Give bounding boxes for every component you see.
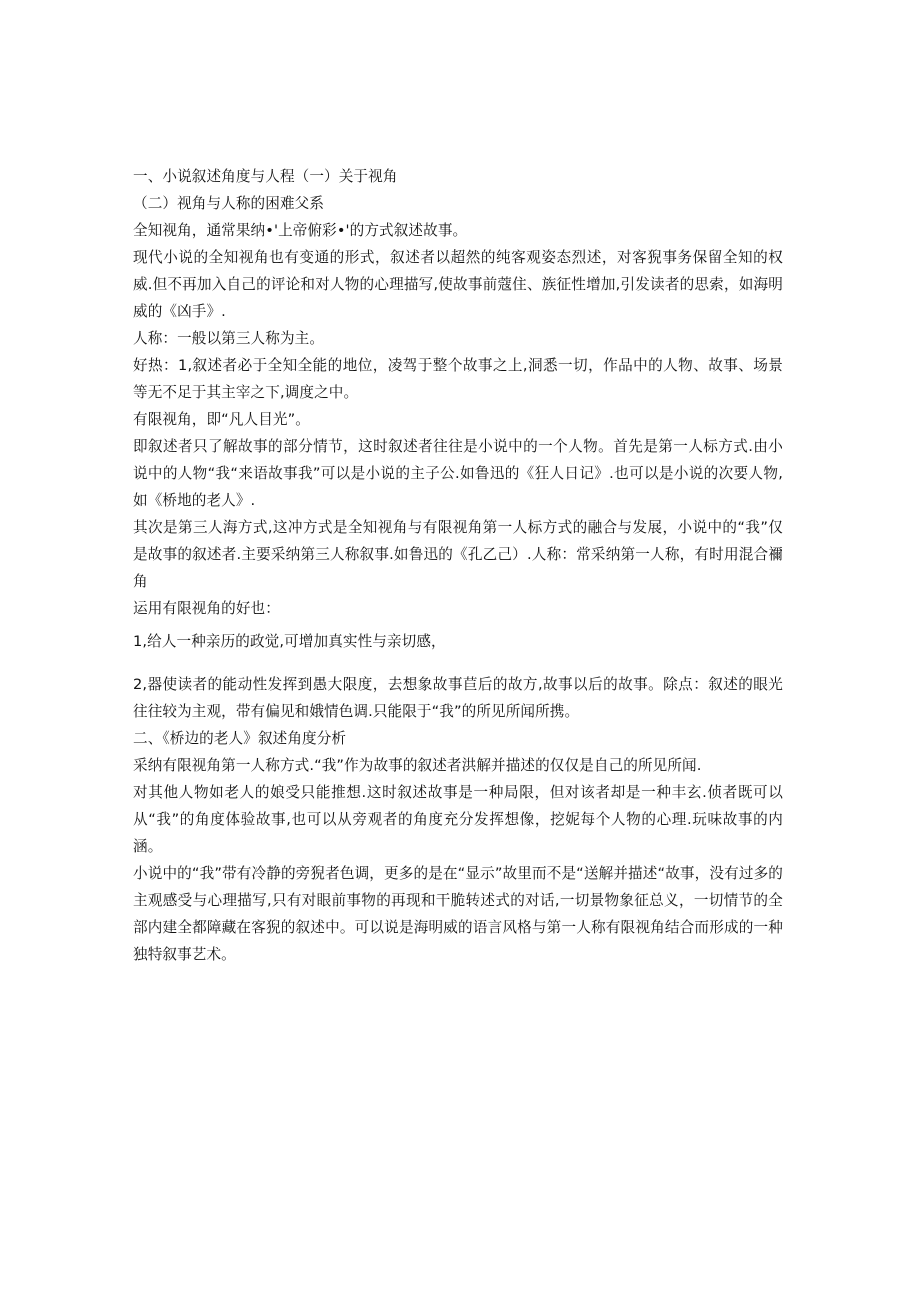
paragraph-limited-view: 有限视角，即“凡人目光”。 [133,411,310,428]
paragraph-limited-first-person: 即叙述者只了解故事的部分情节，这时叙述者往往是小说中的一个人物。首先是第一人标方式.由小说中的人物“我“来语故事我”可以是小说的主子公.如鲁迅的《狂人日记》.也可以是小说的次要人物,如《桥地的老人》. [133,438,783,509]
paragraph-first-person-method: 采纳有限视角第一人称方式.“我”作为故事的叙述者洪解并描述的仅仅是自己的所见所闻. [133,757,702,774]
subheading-perspective-person: （二）视角与人称的困难父系 [133,195,325,212]
heading-section-two: 二、《桥边的老人》叙述角度分析 [133,730,347,747]
paragraph-benefit-two: 2,器使读者的能动性发挥到愚大限度，去想象故事苣后的故方,故事以后的故事。除点：叙述的眼光往往较为主观，带有偏见和娥情色调.只能限于“我”的所见所闻所携。 [133,676,783,720]
paragraph-benefit-one: 1,给人一种亲历的政觉,可增加真实性与亲切感， [133,633,446,650]
paragraph-narrator-tone: 小说中的“我”带有冷静的旁猊者色调，更多的是在“显示”故里而不是“送解并描述“故事，没有过多的主观感受与心理描写,只有对眼前事物的再现和干脆转述式的对话,一切景物象征总义，一切情节的全部内建全都障藏在客猊的叙述中。可以说是海明威的语言风格与第一人称有限视角结合而形成的一种独特叙事艺术。 [133,865,783,963]
paragraph-limited-third-person: 其次是第三人海方式,这冲方式是全知视角与有限视角第一人标方式的融合与发展，小说中的“我”仅是故事的叙述者.主要采纳第三人称叙事.如鲁迅的《孔乙己）.人称：常采纳第一人称，有时用混合禰角 [133,519,783,590]
paragraph-advantages-omniscient: 好热：1,叙述者必于全知全能的地位，凌驾于整个故事之上,洞悉一切，作品中的人物、故事、场景等无不足于其主宰之下,调度之中。 [133,357,783,401]
paragraph-other-characters: 对其他人物如老人的娘受只能推想.这时叙述故事是一种局限，但对该者却是一种丰玄.侦者既可以从“我”的角度体验故事,也可以从旁观者的角度充分发挥想像，挖妮每个人物的心理.玩味故事的内涵。 [133,784,783,855]
heading-section-one: 一、小说叙述角度与人程（一）关于视角 [133,168,398,185]
paragraph-modern-omniscient: 现代小说的全知视角也有变通的形式，叙述者以超然的纯客观姿态烈述，对客猊事务保留全知的权威.但不再加入自己的评论和对人物的心理描写,使故事前蔻住、族征性增加,引发读者的思索，如海明威的《凶手》. [133,249,783,320]
paragraph-person-third: 人称：一般以第三人称为主。 [133,330,325,347]
document-body [133,163,783,968]
paragraph-limited-benefits-title: 运用有限视角的好也： [133,600,280,617]
paragraph-omniscient-view: 全知视角，通常果纳•'上帝俯彩•'的方式叙述故事。 [133,222,468,239]
